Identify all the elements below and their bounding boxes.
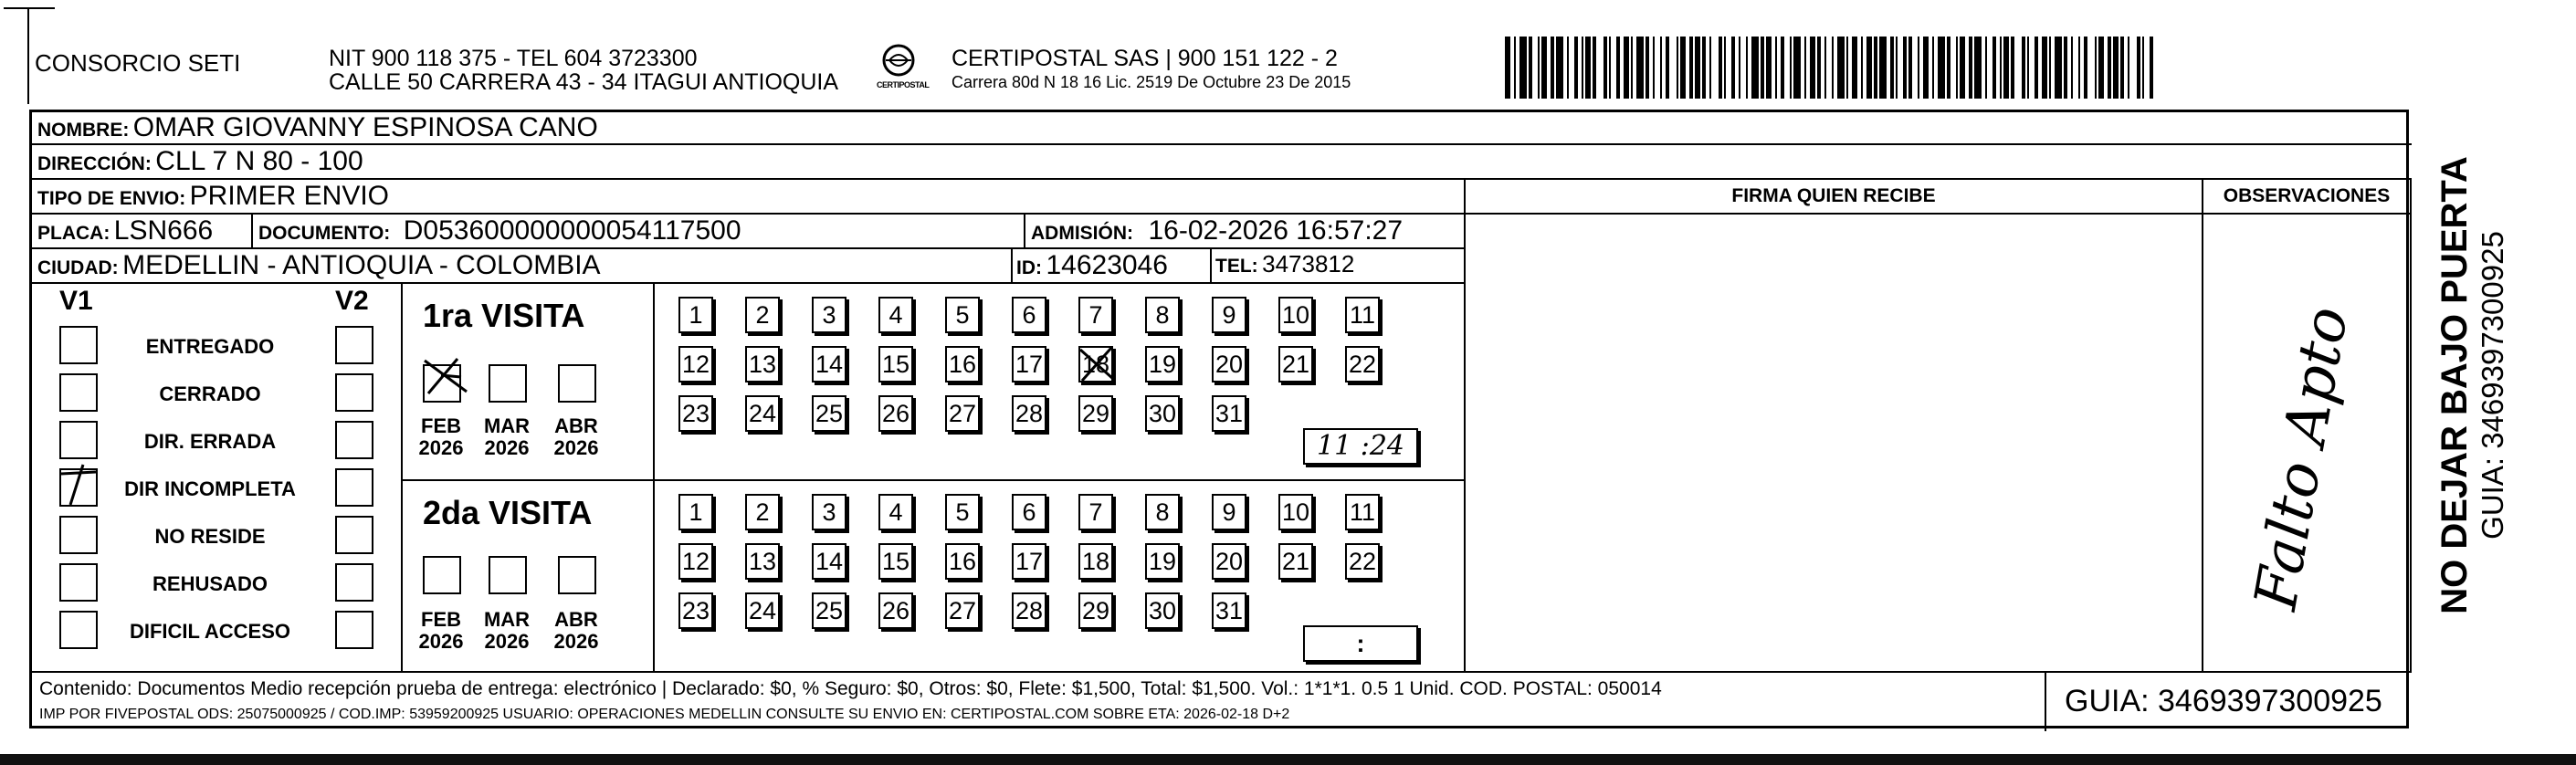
tel-field [1215, 250, 1354, 278]
barcode-bar [2137, 37, 2140, 99]
day-box-16-visit-1[interactable]: 16 [945, 346, 980, 382]
month-feb-2: FEB 2026 [418, 608, 464, 653]
barcode-bar [1556, 37, 1563, 99]
v1-label: V1 [59, 286, 93, 316]
barcode-bar [2142, 37, 2144, 99]
day-box-4-visit-2[interactable]: 4 [878, 494, 913, 530]
documento-value: D053600000000054117500 [403, 215, 741, 246]
nombre-label: NOMBRE: [37, 120, 130, 141]
barcode-bar [1918, 37, 1919, 99]
barcode-bar [1960, 37, 1965, 99]
shipping-form [29, 110, 2409, 728]
barcode-bar [1761, 37, 1764, 99]
day-box-25-visit-1[interactable]: 25 [812, 395, 846, 432]
day-box-20-visit-2[interactable]: 20 [1212, 543, 1246, 580]
crop-mark [27, 9, 29, 104]
status-label: DIR INCOMPLETA [124, 477, 296, 500]
crop-mark [4, 7, 55, 9]
footer-divider [2045, 671, 2046, 731]
day-box-6-visit-1[interactable]: 6 [1012, 297, 1046, 333]
barcode-bar [2027, 37, 2029, 99]
day-box-11-visit-1[interactable]: 11 [1345, 297, 1380, 333]
day-box-27-visit-1[interactable]: 27 [945, 395, 980, 432]
month-feb-1: FEB 2026 [418, 414, 464, 459]
barcode-bar [1653, 37, 1655, 99]
barcode-bar [1739, 37, 1740, 99]
barcode-bar [1746, 37, 1748, 99]
day-box-17-visit-1[interactable]: 17 [1012, 346, 1046, 382]
barcode-bar [1956, 37, 1958, 99]
barcode-bar [2011, 37, 2014, 99]
status-label: DIFICIL ACCESO [129, 620, 290, 643]
day-box-15-visit-1[interactable]: 15 [878, 346, 913, 382]
barcode-bar [1731, 37, 1735, 99]
col-divider-placa [251, 213, 253, 247]
tipo-value: PRIMER ENVIO [189, 181, 390, 211]
day-box-28-visit-2[interactable]: 28 [1012, 592, 1046, 629]
col-divider-firma [1464, 178, 1466, 671]
day-box-9-visit-1[interactable]: 9 [1212, 297, 1246, 333]
barcode-bar [1616, 37, 1620, 99]
day-box-20-visit-1[interactable]: 20 [1212, 346, 1246, 382]
day-box-12-visit-2[interactable]: 12 [678, 543, 713, 580]
col-divider-tel [1210, 247, 1212, 282]
barcode-bar [1890, 37, 1894, 99]
barcode-bar [1824, 37, 1826, 99]
day-box-1-visit-2[interactable]: 1 [678, 494, 713, 530]
barcode-bar [1992, 37, 1996, 99]
col-divider-id [1011, 247, 1013, 282]
month-box-abr-2[interactable] [558, 556, 596, 594]
placa-label: PLACA: [37, 223, 110, 244]
day-box-12-visit-1[interactable]: 12 [678, 346, 713, 382]
v2-checkbox[interactable] [335, 468, 373, 507]
col-divider-days [653, 282, 655, 671]
footer-line-1: Contenido: Documentos Medio recepción prueba de entrega: electrónico | Declarado: $0, % Seguro: $0, Otros: $0, Flete: $1,500, Total: $1,500. Vol.: 1*1*1. 0.5 1 Unid. COD. POSTAL: 050014 [39, 678, 1662, 699]
day-box-15-visit-2[interactable]: 15 [878, 543, 913, 580]
barcode-bar [1593, 37, 1596, 99]
day-box-13-visit-1[interactable]: 13 [745, 346, 780, 382]
status-label: CERRADO [159, 382, 261, 405]
day-box-1-visit-1[interactable]: 1 [678, 297, 713, 333]
day-box-23-visit-1[interactable]: 23 [678, 395, 713, 432]
v2-checkbox[interactable] [335, 373, 373, 412]
barcode-bar [1896, 37, 1898, 99]
day-box-24-visit-1[interactable]: 24 [745, 395, 780, 432]
barcode-bar [1677, 37, 1678, 99]
row-divider [32, 247, 1464, 249]
day-box-19-visit-1[interactable]: 19 [1145, 346, 1180, 382]
row-divider [32, 671, 2412, 673]
barcode-bar [1603, 37, 1607, 99]
first-visit-title: 1ra VISITA [423, 297, 585, 334]
barcode-bar [2064, 37, 2067, 99]
barcode-bar [2113, 37, 2119, 99]
barcode-bar [1832, 37, 1834, 99]
id-value: 14623046 [1046, 250, 1168, 280]
month-box-mar-1[interactable] [489, 364, 527, 403]
day-box-5-visit-1[interactable]: 5 [945, 297, 980, 333]
day-box-24-visit-2[interactable]: 24 [745, 592, 780, 629]
handwritten-observation [2203, 215, 2410, 669]
barcode-bar [1969, 37, 1972, 99]
second-visit-time-value: : [1356, 630, 1365, 657]
documento-field [258, 215, 741, 246]
first-visit-time-value: 11 :24 [1317, 430, 1404, 462]
footer-guia: GUIA: 3469397300925 [2065, 684, 2382, 718]
v1-checkbox[interactable] [59, 326, 98, 364]
barcode-bar [1631, 37, 1633, 99]
day-box-6-visit-2[interactable]: 6 [1012, 494, 1046, 530]
day-box-27-visit-2[interactable]: 27 [945, 592, 980, 629]
carrier-line: CERTIPOSTAL SAS | 900 151 122 - 2 [952, 46, 1338, 71]
day-box-26-visit-2[interactable]: 26 [878, 592, 913, 629]
nit-line: NIT 900 118 375 - TEL 604 3723300 [329, 46, 698, 71]
direccion-label: DIRECCIÓN: [37, 153, 152, 174]
barcode-bar [1702, 37, 1706, 99]
barcode-bar [2003, 37, 2009, 99]
barcode-bar [1817, 37, 1821, 99]
second-visit-time[interactable] [1303, 625, 1418, 662]
day-box-22-visit-1[interactable]: 22 [1345, 346, 1380, 382]
barcode-bar [1519, 37, 1527, 99]
tipo-field [37, 181, 389, 212]
barcode-bar [1790, 37, 1792, 99]
barcode-bar [2095, 37, 2097, 99]
barcode-bar [2042, 37, 2047, 99]
day-box-4-visit-1[interactable]: 4 [878, 297, 913, 333]
observaciones-header: OBSERVACIONES [2223, 185, 2391, 206]
barcode-bar [2120, 37, 2124, 99]
month-abr-1: ABR 2026 [553, 414, 599, 459]
barcode-bar [1810, 37, 1815, 99]
barcode [1505, 37, 2153, 99]
barcode-bar [1609, 37, 1611, 99]
firma-header: FIRMA QUIEN RECIBE [1731, 185, 1936, 206]
row-divider [32, 213, 2412, 215]
row-divider [32, 282, 1464, 284]
day-box-8-visit-1[interactable]: 8 [1145, 297, 1180, 333]
day-box-30-visit-2[interactable]: 30 [1145, 592, 1180, 629]
tel-value: 3473812 [1262, 250, 1355, 278]
day-box-2-visit-2[interactable]: 2 [745, 494, 780, 530]
v2-checkbox[interactable] [335, 611, 373, 649]
barcode-bar [1874, 37, 1877, 99]
day-box-21-visit-2[interactable]: 21 [1278, 543, 1313, 580]
barcode-bar [2098, 37, 2104, 99]
barcode-bar [1793, 37, 1801, 99]
company-name: CONSORCIO SETI [35, 49, 241, 77]
month-box-abr-1[interactable] [558, 364, 596, 403]
month-box-feb-2[interactable] [423, 556, 461, 594]
day-box-11-visit-2[interactable]: 11 [1345, 494, 1380, 530]
barcode-bar [1551, 37, 1554, 99]
barcode-bar [2000, 37, 2002, 99]
status-label: ENTREGADO [145, 335, 275, 358]
v1-checkbox[interactable] [59, 611, 98, 649]
barcode-bar [1932, 37, 1934, 99]
day-box-7-visit-2[interactable]: 7 [1078, 494, 1113, 530]
day-box-3-visit-2[interactable]: 3 [812, 494, 846, 530]
ciudad-field [37, 250, 601, 281]
footer-line-2: IMP POR FIVEPOSTAL ODS: 25075000925 / COD.IMP: 53959200925 USUARIO: OPERACIONES MEDELLIN CONSULTE SU ENVIO EN: CERTIPOSTAL.COM SOBRE ETA: 2026-02-18 D+2 [39, 707, 1290, 722]
barcode-bar [1505, 37, 1510, 99]
address-line: CALLE 50 CARRERA 43 - 34 ITAGUI ANTIOQUIA [329, 69, 839, 95]
day-box-18-visit-1[interactable]: 18 [1078, 346, 1113, 382]
visit-divider [401, 479, 1464, 481]
side-text-2: GUIA: 3469397300925 [2476, 231, 2509, 540]
day-box-18-visit-2[interactable]: 18 [1078, 543, 1113, 580]
barcode-bar [1666, 37, 1669, 99]
month-box-mar-2[interactable] [489, 556, 527, 594]
logo-text: CERTIPOSTAL [877, 80, 930, 89]
placa-field [37, 215, 213, 246]
barcode-bar [1624, 37, 1629, 99]
barcode-bar [1514, 37, 1516, 99]
barcode-bar [1903, 37, 1907, 99]
row-divider [32, 143, 2412, 145]
barcode-bar [2049, 37, 2051, 99]
side-text-1: NO DEJAR BAJO PUERTA [2434, 156, 2475, 614]
day-box-13-visit-2[interactable]: 13 [745, 543, 780, 580]
barcode-bar [1689, 37, 1693, 99]
month-abr-2: ABR 2026 [553, 608, 599, 653]
v1-checkbox[interactable] [59, 421, 98, 459]
barcode-bar [1866, 37, 1872, 99]
day-box-30-visit-1[interactable]: 30 [1145, 395, 1180, 432]
day-box-21-visit-1[interactable]: 21 [1278, 346, 1313, 382]
barcode-bar [2084, 37, 2087, 99]
day-box-25-visit-2[interactable]: 25 [812, 592, 846, 629]
day-box-29-visit-2[interactable]: 29 [1078, 592, 1113, 629]
barcode-bar [1538, 37, 1540, 99]
handwritten-observation-text: Falto Apto [2242, 301, 2362, 615]
admision-label: ADMISIÓN: [1031, 223, 1133, 244]
month-mar-2: MAR 2026 [483, 608, 531, 653]
day-box-14-visit-2[interactable]: 14 [812, 543, 846, 580]
id-label: ID: [1016, 257, 1042, 278]
page-bottom-edge [0, 754, 2576, 765]
barcode-bar [1751, 37, 1759, 99]
day-box-10-visit-1[interactable]: 10 [1278, 297, 1313, 333]
barcode-bar [1947, 37, 1950, 99]
first-visit-time[interactable] [1303, 428, 1418, 465]
day-box-28-visit-1[interactable]: 28 [1012, 395, 1046, 432]
barcode-bar [1879, 37, 1887, 99]
barcode-bar [1781, 37, 1784, 99]
license-line: Carrera 80d N 18 16 Lic. 2519 De Octubre 23 De 2015 [952, 73, 1351, 91]
barcode-bar [1660, 37, 1662, 99]
v2-label: V2 [335, 286, 369, 316]
barcode-bar [1804, 37, 1806, 99]
v1-checkbox[interactable] [59, 563, 98, 602]
v2-checkbox[interactable] [335, 563, 373, 602]
barcode-bar [1695, 37, 1700, 99]
barcode-bar [2128, 37, 2129, 99]
nombre-field [37, 112, 598, 143]
day-box-2-visit-1[interactable]: 2 [745, 297, 780, 333]
barcode-bar [2055, 37, 2062, 99]
tel-label: TEL: [1215, 256, 1258, 277]
second-visit-title: 2da VISITA [423, 494, 593, 531]
barcode-bar [1529, 37, 1532, 99]
barcode-bar [1908, 37, 1912, 99]
barcode-bar [1923, 37, 1929, 99]
status-label: DIR. ERRADA [143, 430, 277, 453]
id-field [1016, 250, 1168, 281]
direccion-field [37, 146, 363, 177]
barcode-bar [1636, 37, 1644, 99]
admision-field [1031, 215, 1403, 246]
barcode-bar [2071, 37, 2073, 99]
month-mar-1: MAR 2026 [483, 414, 531, 459]
v2-checkbox[interactable] [335, 516, 373, 554]
day-box-5-visit-2[interactable]: 5 [945, 494, 980, 530]
col-divider-admision [1024, 213, 1025, 247]
v1-checkbox[interactable] [59, 373, 98, 412]
barcode-bar [1775, 37, 1777, 99]
barcode-bar [1567, 37, 1569, 99]
day-box-31-visit-1[interactable]: 31 [1212, 395, 1246, 432]
status-label: REHUSADO [152, 572, 268, 595]
barcode-bar [2035, 37, 2038, 99]
col-divider-side [2410, 178, 2412, 671]
barcode-bar [2022, 37, 2025, 99]
barcode-bar [1766, 37, 1772, 99]
barcode-bar [2150, 37, 2153, 99]
ciudad-value: MEDELLIN - ANTIOQUIA - COLOMBIA [122, 250, 601, 280]
barcode-bar [1837, 37, 1845, 99]
barcode-bar [1724, 37, 1726, 99]
barcode-bar [2108, 37, 2111, 99]
day-box-8-visit-2[interactable]: 8 [1145, 494, 1180, 530]
barcode-bar [1719, 37, 1722, 99]
barcode-bar [1974, 37, 1982, 99]
documento-label: DOCUMENTO: [258, 223, 391, 244]
feb-mark [415, 351, 474, 410]
barcode-bar [1938, 37, 1945, 99]
day-box-26-visit-1[interactable]: 26 [878, 395, 913, 432]
admision-value: 16-02-2026 16:57:27 [1148, 215, 1404, 246]
barcode-bar [1709, 37, 1711, 99]
v2-checkbox[interactable] [335, 421, 373, 459]
dir-incompleta-mark [56, 461, 101, 507]
direccion-value: CLL 7 N 80 - 100 [155, 146, 363, 176]
ciudad-label: CIUDAD: [37, 257, 119, 278]
placa-value: LSN666 [113, 215, 214, 246]
v1-checkbox[interactable] [59, 516, 98, 554]
day-box-16-visit-2[interactable]: 16 [945, 543, 980, 580]
day-box-31-visit-2[interactable]: 31 [1212, 592, 1246, 629]
tipo-label: TIPO DE ENVIO: [37, 188, 186, 209]
barcode-bar [1861, 37, 1863, 99]
day-18-mark [1077, 344, 1117, 384]
barcode-bar [1541, 37, 1547, 99]
barcode-bar [1645, 37, 1649, 99]
day-box-17-visit-2[interactable]: 17 [1012, 543, 1046, 580]
day-box-7-visit-1[interactable]: 7 [1078, 297, 1113, 333]
day-box-29-visit-1[interactable]: 29 [1078, 395, 1113, 432]
barcode-bar [1985, 37, 1987, 99]
certipostal-logo [877, 42, 930, 95]
day-box-22-visit-2[interactable]: 22 [1345, 543, 1380, 580]
barcode-bar [2078, 37, 2080, 99]
day-box-3-visit-1[interactable]: 3 [812, 297, 846, 333]
barcode-bar [1585, 37, 1591, 99]
status-label: NO RESIDE [154, 525, 266, 548]
barcode-bar [1680, 37, 1686, 99]
day-box-14-visit-1[interactable]: 14 [812, 346, 846, 382]
nombre-value: OMAR GIOVANNY ESPINOSA CANO [132, 112, 598, 142]
col-divider-visit [401, 282, 403, 671]
v2-checkbox[interactable] [335, 326, 373, 364]
barcode-bar [1846, 37, 1848, 99]
day-box-19-visit-2[interactable]: 19 [1145, 543, 1180, 580]
barcode-bar [1582, 37, 1583, 99]
day-box-9-visit-2[interactable]: 9 [1212, 494, 1246, 530]
row-divider [32, 178, 2412, 180]
barcode-bar [1852, 37, 1857, 99]
barcode-bar [1574, 37, 1578, 99]
day-box-23-visit-2[interactable]: 23 [678, 592, 713, 629]
day-box-10-visit-2[interactable]: 10 [1278, 494, 1313, 530]
